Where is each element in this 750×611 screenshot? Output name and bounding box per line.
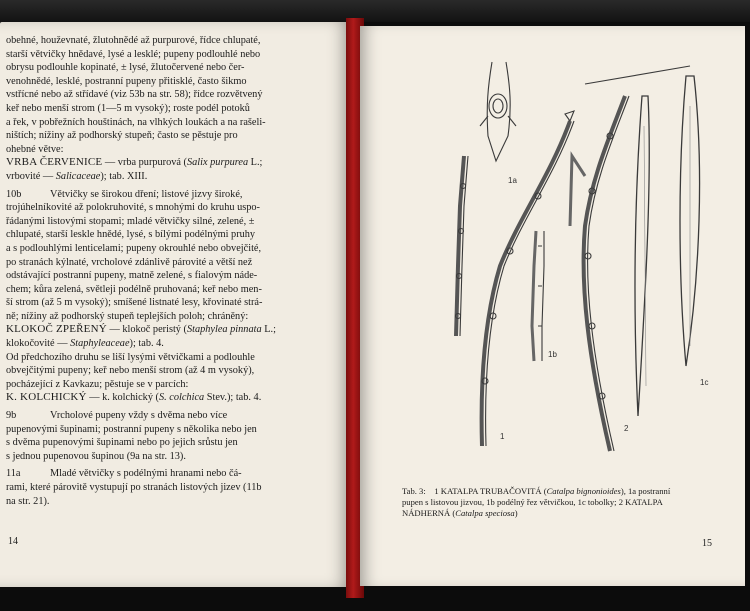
text-line: rami, které párovitě vystupují po stranách listových jizev (11b (6, 482, 262, 493)
vrba-heading: VRBA ČERVENICE (6, 156, 103, 169)
caption-text-1: 1 KATALPA TRUBAČOVITÁ ( (434, 486, 547, 496)
klokoc-latin: Staphylea pinnata (186, 324, 262, 336)
botanical-plate (360, 26, 745, 486)
text-line: obvejčitými pupeny; keř nebo menší strom (až 4 m vysoký), (6, 365, 255, 377)
text-line: pupenovými šupinami; postranní pupeny s několika nebo jen (6, 423, 257, 435)
text-line: ništích; nížiny až podhorský stupeň; často se pěstuje pro (6, 130, 238, 142)
entry-11a (6, 467, 336, 481)
vrba-text-end: L.; (248, 157, 263, 169)
page-number-left: 14 (8, 536, 18, 547)
klokoc-family-line (6, 337, 336, 351)
vrba-latin: Salix purpurea (186, 157, 249, 169)
klokoc-family-pre: klokočovité — (6, 338, 71, 350)
entry-first-line: Větvičky se širokou dření; listové jizvy široké, (50, 188, 243, 200)
text-line: ně; nížiny až podhorský stupeň teplejších poloh; chráněný: (6, 310, 249, 322)
entry-10b-body (6, 201, 336, 323)
entry-code: 11a (6, 468, 21, 480)
klokoc-heading: KLOKOČ ZPEŘENÝ (6, 323, 107, 336)
klokoc-text-end: L.; (261, 324, 276, 336)
text-line: s dvěma pupenovými šupinami nebo po jejich srůstu jen (6, 437, 238, 449)
vrba-text: — vrba purpurová ( (102, 157, 187, 169)
entry-9b (6, 409, 336, 423)
intro-paragraph (6, 34, 336, 156)
text-line: chlupaté, starší leskle hnědé, lysé, s bílými podélnými pruhy (6, 229, 256, 241)
vrba-heading-line (6, 156, 336, 170)
text-line: a řek, v pobřežních houštinách, na vlhkých loukách a na rašeli- (6, 116, 266, 128)
entry-first-line: Mladé větvičky s podélnými hranami nebo čá- (50, 468, 242, 480)
text-line: vstřícné nebo až střídavé (viz 53b na str. 58); řídce rozvětvený (6, 89, 263, 101)
text-line: starší větvičky hnědavé, lysé a lesklé; pupeny podlouhlé nebo (6, 48, 261, 60)
text-line: obehné, houževnaté, žlutohnědé až purpurové, řídce chlupaté, (6, 35, 261, 46)
caption-text-2: ), 1a postranní pupen s listovou jizvou, 1b podélný řez větvičkou, 1c tobolky; 2 KATALPA NÁDHERNÁ ( (402, 486, 671, 518)
text-line: venohnědé, lesklé, postranní pupeny přitisklé, často šikmo (6, 75, 247, 87)
fig-1a-bud-detail (480, 62, 516, 161)
kolch-heading-line (6, 391, 336, 405)
fig-label-1b: 1b (548, 350, 557, 359)
entry-10b (6, 188, 336, 202)
text-line: Od předchozího druhu se liší lysými větvičkami a podlouhle (6, 351, 255, 363)
klokoc-family: Staphyleaceae (70, 338, 130, 350)
caption-text-3: ) (514, 508, 518, 518)
entry-9b-body (6, 423, 336, 464)
text-line: ohebné větve: (6, 143, 64, 155)
caption-prefix: Tab. 3: (402, 486, 426, 496)
fig-2-twig (570, 96, 629, 451)
kolch-text: — k. kolchický ( (86, 392, 159, 404)
text-line: s jednou pupenovou šupinou (9a na str. 13). (6, 450, 186, 462)
fig-label-2: 2 (624, 424, 629, 433)
od-paragraph (6, 351, 336, 392)
plate-caption (402, 486, 692, 519)
text-line: keř nebo menší strom (1—5 m vysoký); roste podél potoků (6, 102, 250, 114)
klokoc-heading-line (6, 323, 336, 337)
text-line: pocházející z Kavkazu; pěstuje se v parcích: (6, 378, 189, 390)
vrba-family-line (6, 170, 336, 184)
entry-first-line: Vrcholové pupeny vždy s dvěma nebo více (50, 410, 228, 422)
vrba-family-pre: vrbovité — (6, 170, 56, 182)
entry-code: 10b (6, 188, 22, 200)
top-edge (0, 0, 750, 22)
page-number-right: 15 (702, 538, 712, 549)
entry-code: 9b (6, 410, 17, 422)
text-line: na str. 21). (6, 495, 50, 507)
text-line: po stranách kýlnaté, vrcholové zdánlivě párovité a větší než (6, 256, 253, 268)
fig-label-1: 1 (500, 432, 505, 441)
fig-label-1a: 1a (508, 176, 517, 185)
fig-1c-capsules (585, 66, 700, 416)
fig-1-main-twig (482, 111, 574, 446)
caption-latin-1: Catalpa bignonioides (546, 486, 621, 496)
entry-11a-body (6, 481, 336, 508)
kolch-heading: K. KOLCHICKÝ (6, 391, 87, 404)
klokoc-family-post: ); tab. 4. (129, 338, 164, 350)
fig-1b-section (532, 231, 544, 361)
fig-label-1c: 1c (700, 378, 709, 387)
text-line: řádanými listovými stopami; mladé větvičky silné, zelené, ± (6, 215, 255, 227)
kolch-latin: S. colchica (158, 392, 205, 404)
text-line: odstávající postranní pupeny, matně zelené, s fialovým náde- (6, 270, 258, 282)
text-line: ší strom (až 5 m vysoký); smíšené listnaté lesy, křovinaté strá- (6, 297, 263, 309)
kolch-text-end: Stev.); tab. 4. (204, 392, 262, 404)
caption-latin-2: Catalpa speciosa (455, 508, 515, 518)
text-line: a s podlouhlými lenticelami; pupeny okrouhlé nebo obvejčité, (6, 242, 262, 254)
fig-1-twig-left (456, 156, 469, 336)
left-page-text (6, 34, 336, 508)
vrba-family: Salicaceae (55, 170, 101, 182)
klokoc-text: — klokoč peristý ( (106, 324, 187, 336)
vrba-family-post: ); tab. XIII. (100, 170, 148, 182)
text-line: obrysu podlouhle kopinaté, ± lysé, žlutočervené nebo čer- (6, 62, 245, 74)
text-line: chem; kůra zelená, světleji podélně pruhovaná; keř nebo men- (6, 283, 262, 295)
text-line: trojúhelníkovité až polokruhovité, s mnohými do kruhu uspo- (6, 202, 260, 214)
